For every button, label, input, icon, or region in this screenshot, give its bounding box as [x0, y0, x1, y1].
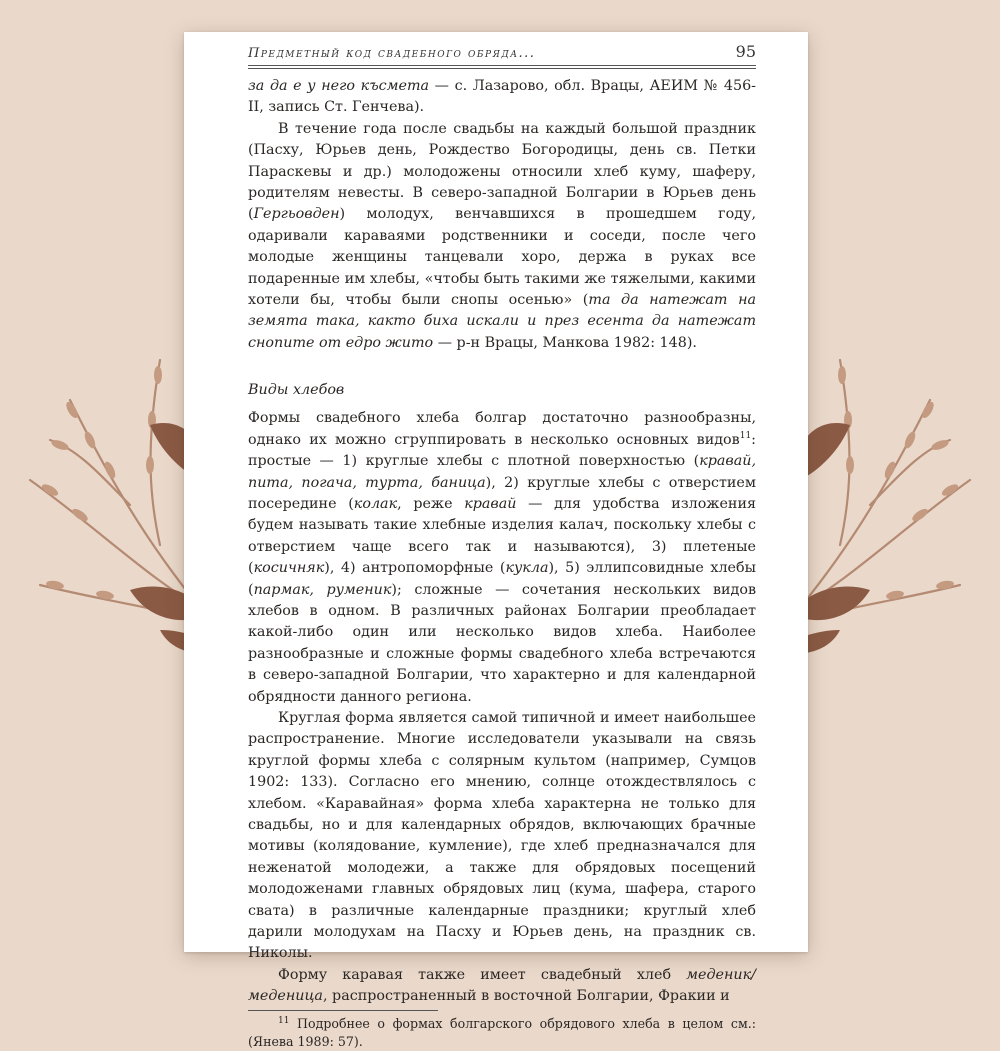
paragraph	[248, 119, 756, 354]
running-title: Предметный код свадебного обряда...	[248, 46, 536, 61]
text-run: Формы свадебного хлеба болгар достаточно разнообразны, однако их можно сгруппировать в несколько основных видов	[248, 410, 756, 448]
paragraph	[248, 408, 756, 708]
text-run: , распространенный в восточной Болгарии, Фракии и	[322, 988, 730, 1005]
text-run: ), 5) эллипсовидные хлебы (	[248, 560, 756, 598]
footnote-ref: 11	[739, 430, 752, 441]
italic-text: косичняк	[253, 560, 325, 577]
text-run: — р-н Врацы, Манкова 1982: 148).	[433, 334, 697, 351]
text-run: В течение года после свадьбы на каждый большой праздник (Пасху, Юрьев день, Рождество Богородицы, день св. Петки Параскевы и др.) молодожены относили хлеб куму, шаферу, родителям невесты. В северо-западной Болгарии в Юрьев день (	[248, 120, 756, 223]
footnote-rule	[248, 1010, 438, 1011]
text-run: ), 2) круглые хлебы с отверстием посередине (	[248, 474, 756, 512]
text-run: Круглая форма является самой типичной и имеет наибольшее распространение. Многие исследователи указывали на связь круглой формы хлеба с солярным культом (например, Сумцов 1902: 133). Согласно его мнению, солнце отождествлялось с хлебом. «Каравайная» форма хлеба характерна не только для свадьбы, но и для календарных обрядов, включающих брачные мотивы (колядование, кумление), где хлеб предназначался для неженатой молодежи, а также для обрядовых посещений молодоженами главных обрядовых лиц (кума, шафера, старого свата) в различные календарные праздники; круглый хлеб дарили молодухам на Пасху и Юрьев день, на праздник св. Николы.	[248, 709, 757, 962]
italic-text: та да натежат на земята така, както биха искали и през есента да натежат снопите от едро жито	[248, 292, 757, 351]
italic-text: за да е у него късмета	[248, 78, 430, 94]
italic-text: кукла	[505, 560, 549, 577]
paragraph	[248, 76, 756, 119]
text-run: — для удобства изложения будем называть такие хлебные изделия калач, поскольку хлебы с отверстием чаще всего так и называются), 3) плетеные (	[248, 495, 756, 577]
text-run: , реже	[397, 495, 465, 512]
italic-text: кравай, пита, погача, турта, баница	[248, 453, 756, 491]
text-run: ), 4) антропоморфные (	[324, 560, 506, 577]
paragraph	[248, 965, 756, 1008]
page-number: 95	[735, 42, 756, 61]
italic-text: кравай	[464, 495, 517, 512]
paragraphs-main	[248, 408, 756, 1007]
italic-text: Гергьовден	[253, 206, 340, 223]
paragraphs-top	[248, 76, 756, 354]
text-run: : простые — 1) круглые хлебы с плотной поверхностью (	[248, 431, 756, 470]
footnote	[248, 1015, 756, 1051]
italic-text: пармак, руменик	[253, 581, 392, 598]
text-run: Форму каравая также имеет свадебный хлеб	[278, 966, 687, 983]
paragraph	[248, 708, 756, 965]
footnote-number: 11	[278, 1015, 290, 1026]
text-run: ) молодух, венчавшихся в прошедшем году, одаривали караваями родственники и соседи, после чего молодые женщины танцевали хоро, держа в руках все подаренные им хлебы, «чтобы быть такими же тяжелыми, какими хотели бы, чтобы были снопы осенью» (	[248, 206, 756, 309]
running-head	[248, 42, 756, 66]
footnote-text: Подробнее о формах болгарского обрядового хлеба в целом см.: (Янева 1989: 57).	[248, 1015, 756, 1049]
text-run: ); сложные — сочетания нескольких видов хлебов в одном. В различных районах Болгарии преобладает какой-либо один или несколько видов хлеба. Наиболее разнообразные и сложные формы свадебного хлеба встречаются в северо-западной Болгарии, что характерно и для календарной обрядности данного региона.	[248, 581, 757, 705]
italic-text: меденик/меденица	[248, 966, 756, 1005]
italic-text: колак	[353, 495, 398, 512]
section-heading: Виды хлебов	[248, 382, 345, 399]
text-run: — с. Лазарово, обл. Врацы, АЕИМ № 456-II, запись Ст. Генчева).	[248, 78, 756, 116]
book-page	[184, 32, 808, 1049]
